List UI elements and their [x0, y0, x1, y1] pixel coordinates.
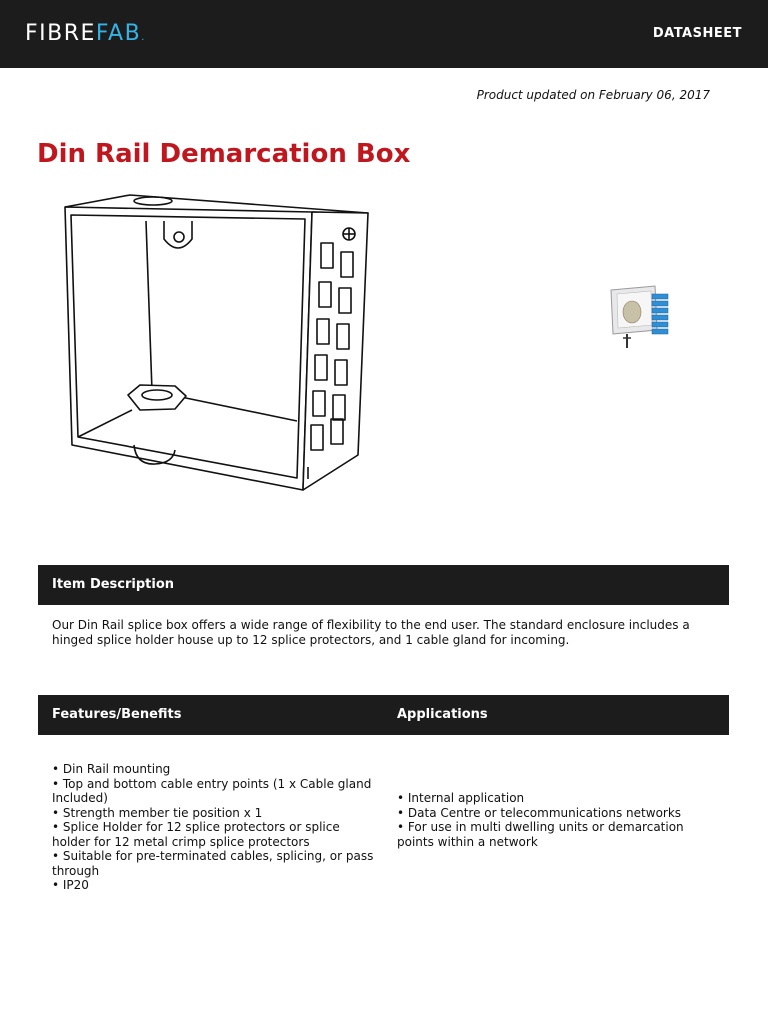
- product-title: Din Rail Demarcation Box: [37, 139, 411, 169]
- applications-list: [397, 791, 722, 849]
- page-header: [0, 0, 768, 68]
- features-heading: Features/Benefits: [52, 707, 182, 722]
- applications-heading: Applications: [397, 707, 488, 722]
- product-updated-date: Product updated on February 06, 2017: [476, 88, 710, 102]
- list-item: • Data Centre or telecommunications networks: [397, 805, 682, 820]
- product-line-drawing: [40, 185, 380, 515]
- list-item: • Splice Holder for 12 splice protectors or splice holder for 12 metal crimp splice protectors: [52, 820, 340, 849]
- list-item: • Strength member tie position x 1: [52, 805, 263, 820]
- features-list: [52, 762, 377, 893]
- features-applications-header: [38, 695, 729, 735]
- list-item: • IP20: [52, 878, 89, 892]
- item-description-text: Our Din Rail splice box offers a wide range of flexibility to the end user. The standard enclosure includes a hinged splice holder house up to 12 splice protectors, and 1 cable gland for incoming.: [52, 618, 690, 647]
- product-photo-thumbnail: [605, 282, 677, 352]
- list-item: • For use in multi dwelling units or demarcation points within a network: [397, 820, 684, 849]
- datasheet-label: DATASHEET: [652, 26, 742, 41]
- item-description-header: [38, 565, 729, 605]
- fibrefab-logo: FIBREFAB.: [25, 21, 146, 46]
- list-item: • Din Rail mounting: [52, 762, 171, 776]
- list-item: • Internal application: [397, 791, 525, 805]
- list-item: • Top and bottom cable entry points (1 x Cable gland Included): [52, 776, 372, 805]
- item-description-heading: Item Description: [52, 577, 175, 592]
- list-item: • Suitable for pre-terminated cables, splicing, or pass through: [52, 849, 374, 878]
